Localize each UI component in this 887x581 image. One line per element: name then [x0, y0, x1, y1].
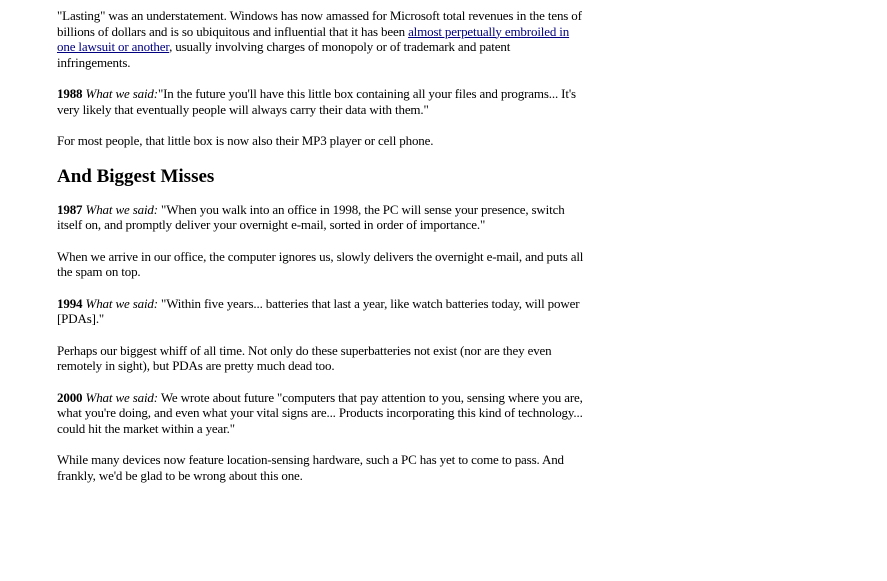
year-label: 2000 [57, 389, 83, 405]
paragraph-2000 [57, 390, 585, 437]
paragraph-1994 [57, 296, 585, 327]
quote-text: "When you walk into an office in 1998, the PC will sense your presence, switch itself on, and promptly deliver your overnight e-mail, sorted in order of importance." [57, 201, 565, 232]
year-label: 1988 [57, 86, 83, 101]
paragraph-text: "Lasting" was an understatement. Windows has now amassed for Microsoft total revenues in the tens of billions of dollars and is so ubiquitous and influential that it has been [57, 8, 582, 39]
what-we-said-label: What we said: [85, 389, 158, 405]
year-label: 1994 [57, 295, 83, 311]
year-label: 1987 [57, 201, 83, 217]
what-we-said-label: What we said: [85, 201, 158, 217]
quote-text: We wrote about future "computers that pay attention to you, sensing where you are, what you're doing, and even what your vital signs are... Products incorporating this kind of technology... could hit the market within a year." [57, 389, 583, 436]
paragraph-whiff: Perhaps our biggest whiff of all time. Not only do these superbatteries not exist (nor are they even remotely in sight), but PDAs are pretty much dead too. [57, 342, 552, 373]
what-we-said-label: What we said: [85, 295, 158, 311]
article-body [57, 8, 585, 499]
lawsuit-link[interactable]: almost perpetually embroiled in one lawsuit or another [57, 23, 570, 54]
what-we-said-label: What we said: [85, 86, 158, 101]
paragraph-1988 [57, 86, 585, 117]
paragraph-office: When we arrive in our office, the computer ignores us, slowly delivers the overnight e-mail, and puts all the spam on top. [57, 248, 584, 279]
paragraph-lasting [57, 8, 585, 70]
paragraph-text: , usually involving charges of monopoly or of trademark and patent infringements. [57, 39, 511, 70]
paragraph-1987 [57, 202, 585, 233]
paragraph-location-sensing: While many devices now feature location-sensing hardware, such a PC has yet to come to pass. And frankly, we'd be glad to be wrong about this one. [57, 452, 564, 483]
quote-text: "Within five years... batteries that last a year, like watch batteries today, will power [PDAs]." [57, 295, 580, 326]
paragraph-little-box: For most people, that little box is now also their MP3 player or cell phone. [57, 133, 434, 148]
section-heading: And Biggest Misses [57, 165, 215, 187]
quote-text: "In the future you'll have this little box containing all your files and programs... It's very likely that eventually people will always carry their data with them." [57, 86, 576, 117]
